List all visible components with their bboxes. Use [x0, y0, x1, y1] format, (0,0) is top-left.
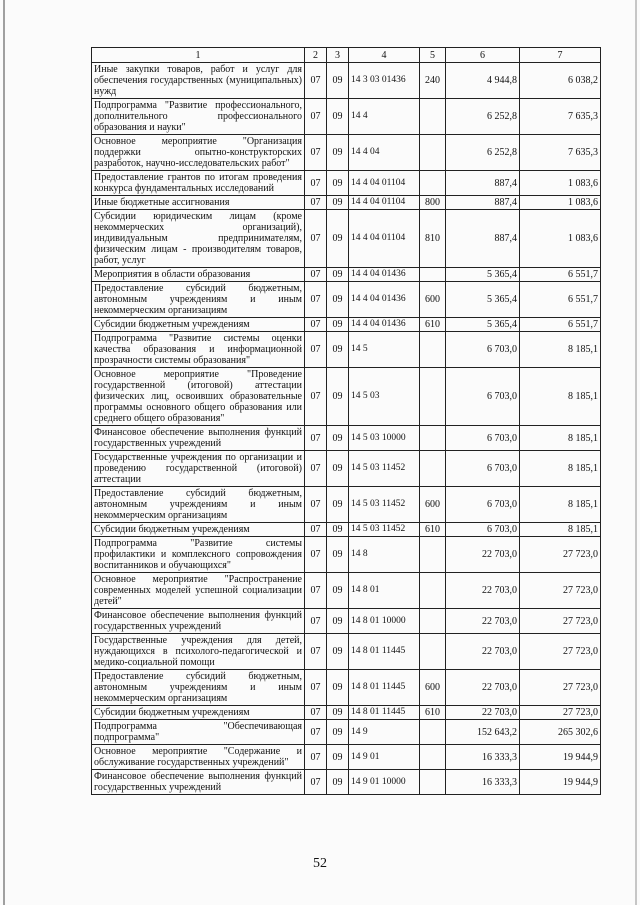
cell-section: 07 — [305, 171, 327, 196]
cell-expense-type — [420, 573, 446, 609]
cell-expense-type: 600 — [420, 487, 446, 523]
cell-amount-2: 8 185,1 — [520, 451, 601, 487]
header-col-2: 2 — [305, 48, 327, 63]
cell-subsection: 09 — [327, 487, 349, 523]
cell-expense-type: 610 — [420, 706, 446, 720]
cell-amount-1: 22 703,0 — [446, 537, 520, 573]
table-row — [92, 63, 601, 99]
cell-target-article: 14 5 03 11452 — [349, 523, 420, 537]
table-row — [92, 720, 601, 745]
header-col-5: 5 — [420, 48, 446, 63]
cell-name: Предоставление грантов по итогам проведения конкурса фундаментальных исследований — [92, 171, 305, 196]
cell-name: Подпрограмма "Развитие системы профилактики и комплексного сопровождения воспитанников и обучающихся" — [92, 537, 305, 573]
cell-expense-type: 610 — [420, 318, 446, 332]
cell-amount-1: 887,4 — [446, 196, 520, 210]
cell-target-article: 14 5 — [349, 332, 420, 368]
cell-subsection: 09 — [327, 368, 349, 426]
cell-name: Основное мероприятие "Организация поддержки опытно-конструкторских разработок, научно-исследовательских работ" — [92, 135, 305, 171]
cell-amount-1: 22 703,0 — [446, 670, 520, 706]
cell-section: 07 — [305, 268, 327, 282]
cell-target-article: 14 8 01 11445 — [349, 670, 420, 706]
cell-amount-2: 8 185,1 — [520, 368, 601, 426]
cell-amount-2: 7 635,3 — [520, 99, 601, 135]
cell-amount-1: 6 703,0 — [446, 523, 520, 537]
cell-section: 07 — [305, 770, 327, 795]
cell-target-article: 14 9 01 10000 — [349, 770, 420, 795]
cell-amount-1: 22 703,0 — [446, 706, 520, 720]
cell-amount-2: 27 723,0 — [520, 537, 601, 573]
table-row — [92, 523, 601, 537]
table-row — [92, 332, 601, 368]
header-col-6: 6 — [446, 48, 520, 63]
cell-expense-type: 600 — [420, 670, 446, 706]
cell-subsection: 09 — [327, 135, 349, 171]
cell-section: 07 — [305, 135, 327, 171]
table-row — [92, 487, 601, 523]
cell-amount-1: 6 252,8 — [446, 99, 520, 135]
cell-target-article: 14 4 04 01436 — [349, 282, 420, 318]
cell-subsection: 09 — [327, 670, 349, 706]
cell-subsection: 09 — [327, 318, 349, 332]
cell-amount-2: 8 185,1 — [520, 332, 601, 368]
cell-amount-1: 152 643,2 — [446, 720, 520, 745]
cell-subsection: 09 — [327, 63, 349, 99]
cell-subsection: 09 — [327, 720, 349, 745]
cell-name: Государственные учреждения по организации и проведению государственной (итоговой) аттестации — [92, 451, 305, 487]
cell-name: Субсидии бюджетным учреждениям — [92, 523, 305, 537]
cell-subsection: 09 — [327, 537, 349, 573]
cell-amount-2: 27 723,0 — [520, 670, 601, 706]
cell-name: Субсидии юридическим лицам (кроме некоммерческих организаций), индивидуальным предпринимателям, физическим лицам - производителям товаров, работ, услуг — [92, 210, 305, 268]
cell-amount-2: 27 723,0 — [520, 609, 601, 634]
cell-target-article: 14 3 03 01436 — [349, 63, 420, 99]
cell-amount-2: 1 083,6 — [520, 210, 601, 268]
table-row — [92, 770, 601, 795]
cell-target-article: 14 4 04 01436 — [349, 318, 420, 332]
cell-target-article: 14 9 01 — [349, 745, 420, 770]
cell-expense-type — [420, 332, 446, 368]
cell-amount-1: 887,4 — [446, 171, 520, 196]
cell-expense-type — [420, 99, 446, 135]
cell-target-article: 14 4 04 01104 — [349, 196, 420, 210]
table-row — [92, 670, 601, 706]
cell-target-article: 14 8 01 11445 — [349, 634, 420, 670]
table-row — [92, 210, 601, 268]
cell-amount-2: 19 944,9 — [520, 745, 601, 770]
cell-subsection: 09 — [327, 770, 349, 795]
cell-target-article: 14 5 03 11452 — [349, 451, 420, 487]
cell-name: Подпрограмма "Развитие системы оценки качества образования и информационной прозрачности системы образования" — [92, 332, 305, 368]
cell-expense-type: 610 — [420, 523, 446, 537]
cell-amount-2: 265 302,6 — [520, 720, 601, 745]
header-col-4: 4 — [349, 48, 420, 63]
table-row — [92, 537, 601, 573]
cell-expense-type — [420, 268, 446, 282]
cell-section: 07 — [305, 487, 327, 523]
cell-section: 07 — [305, 282, 327, 318]
cell-amount-2: 1 083,6 — [520, 171, 601, 196]
cell-section: 07 — [305, 537, 327, 573]
cell-subsection: 09 — [327, 332, 349, 368]
cell-subsection: 09 — [327, 451, 349, 487]
cell-subsection: 09 — [327, 706, 349, 720]
table-row — [92, 634, 601, 670]
table-body — [92, 63, 601, 795]
cell-target-article: 14 5 03 11452 — [349, 487, 420, 523]
table-row — [92, 609, 601, 634]
cell-name: Финансовое обеспечение выполнения функций государственных учреждений — [92, 770, 305, 795]
cell-expense-type — [420, 634, 446, 670]
cell-subsection: 09 — [327, 573, 349, 609]
cell-amount-2: 6 551,7 — [520, 282, 601, 318]
cell-section: 07 — [305, 609, 327, 634]
cell-section: 07 — [305, 706, 327, 720]
cell-subsection: 09 — [327, 634, 349, 670]
cell-subsection: 09 — [327, 426, 349, 451]
cell-subsection: 09 — [327, 523, 349, 537]
cell-expense-type — [420, 537, 446, 573]
cell-amount-1: 16 333,3 — [446, 770, 520, 795]
table-row — [92, 268, 601, 282]
cell-amount-2: 27 723,0 — [520, 634, 601, 670]
cell-amount-1: 22 703,0 — [446, 634, 520, 670]
cell-expense-type — [420, 451, 446, 487]
cell-subsection: 09 — [327, 745, 349, 770]
cell-target-article: 14 9 — [349, 720, 420, 745]
cell-section: 07 — [305, 670, 327, 706]
cell-name: Иные бюджетные ассигнования — [92, 196, 305, 210]
cell-target-article: 14 4 04 01104 — [349, 171, 420, 196]
cell-amount-1: 22 703,0 — [446, 609, 520, 634]
cell-name: Финансовое обеспечение выполнения функций государственных учреждений — [92, 609, 305, 634]
cell-amount-1: 6 703,0 — [446, 426, 520, 451]
cell-name: Предоставление субсидий бюджетным, автономным учреждениям и иным некоммерческим организациям — [92, 670, 305, 706]
cell-amount-1: 6 703,0 — [446, 487, 520, 523]
cell-section: 07 — [305, 63, 327, 99]
cell-target-article: 14 4 04 — [349, 135, 420, 171]
header-col-3: 3 — [327, 48, 349, 63]
cell-section: 07 — [305, 745, 327, 770]
table-row — [92, 196, 601, 210]
table-row — [92, 318, 601, 332]
cell-section: 07 — [305, 523, 327, 537]
cell-section: 07 — [305, 99, 327, 135]
cell-subsection: 09 — [327, 282, 349, 318]
cell-amount-2: 7 635,3 — [520, 135, 601, 171]
cell-amount-1: 887,4 — [446, 210, 520, 268]
header-col-7: 7 — [520, 48, 601, 63]
cell-name: Основное мероприятие "Проведение государственной (итоговой) аттестации физических лиц, освоивших образовательные программы основного общего образования или среднего общего образования" — [92, 368, 305, 426]
cell-amount-1: 5 365,4 — [446, 282, 520, 318]
table-row — [92, 426, 601, 451]
cell-amount-2: 6 551,7 — [520, 318, 601, 332]
cell-expense-type — [420, 171, 446, 196]
cell-expense-type: 800 — [420, 196, 446, 210]
cell-target-article: 14 8 — [349, 537, 420, 573]
cell-name: Предоставление субсидий бюджетным, автономным учреждениям и иным некоммерческим организациям — [92, 487, 305, 523]
cell-section: 07 — [305, 332, 327, 368]
cell-amount-2: 1 083,6 — [520, 196, 601, 210]
table-row — [92, 573, 601, 609]
cell-section: 07 — [305, 210, 327, 268]
cell-name: Иные закупки товаров, работ и услуг для обеспечения государственных (муниципальных) нужд — [92, 63, 305, 99]
cell-section: 07 — [305, 318, 327, 332]
cell-expense-type: 600 — [420, 282, 446, 318]
cell-subsection: 09 — [327, 210, 349, 268]
cell-expense-type — [420, 135, 446, 171]
table-row — [92, 282, 601, 318]
cell-section: 07 — [305, 573, 327, 609]
cell-amount-1: 5 365,4 — [446, 318, 520, 332]
cell-name: Мероприятия в области образования — [92, 268, 305, 282]
cell-target-article: 14 8 01 — [349, 573, 420, 609]
cell-name: Основное мероприятие "Распространение современных моделей успешной социализации детей" — [92, 573, 305, 609]
cell-amount-1: 16 333,3 — [446, 745, 520, 770]
table-row — [92, 171, 601, 196]
cell-expense-type: 240 — [420, 63, 446, 99]
table-row — [92, 451, 601, 487]
cell-target-article: 14 8 01 10000 — [349, 609, 420, 634]
table-row — [92, 745, 601, 770]
header-col-1: 1 — [92, 48, 305, 63]
cell-expense-type — [420, 609, 446, 634]
cell-amount-1: 6 703,0 — [446, 451, 520, 487]
cell-target-article: 14 4 04 01436 — [349, 268, 420, 282]
scan-edge-left — [3, 0, 5, 905]
cell-expense-type — [420, 720, 446, 745]
cell-section: 07 — [305, 368, 327, 426]
cell-subsection: 09 — [327, 268, 349, 282]
cell-amount-2: 8 185,1 — [520, 426, 601, 451]
cell-amount-1: 6 252,8 — [446, 135, 520, 171]
cell-amount-1: 6 703,0 — [446, 368, 520, 426]
cell-name: Субсидии бюджетным учреждениям — [92, 706, 305, 720]
cell-amount-1: 6 703,0 — [446, 332, 520, 368]
cell-subsection: 09 — [327, 99, 349, 135]
cell-section: 07 — [305, 451, 327, 487]
table-header-row — [92, 48, 601, 63]
scan-edge-right — [635, 0, 637, 905]
cell-name: Основное мероприятие "Содержание и обслуживание государственных учреждений" — [92, 745, 305, 770]
cell-expense-type — [420, 770, 446, 795]
cell-name: Субсидии бюджетным учреждениям — [92, 318, 305, 332]
cell-section: 07 — [305, 634, 327, 670]
cell-expense-type — [420, 745, 446, 770]
cell-target-article: 14 5 03 — [349, 368, 420, 426]
cell-section: 07 — [305, 426, 327, 451]
cell-expense-type — [420, 368, 446, 426]
table-row — [92, 99, 601, 135]
table-row — [92, 368, 601, 426]
cell-name: Предоставление субсидий бюджетным, автономным учреждениям и иным некоммерческим организациям — [92, 282, 305, 318]
cell-name: Подпрограмма "Развитие профессионального, дополнительного профессионального образования и науки" — [92, 99, 305, 135]
cell-name: Подпрограмма "Обеспечивающая подпрограмма" — [92, 720, 305, 745]
cell-name: Финансовое обеспечение выполнения функций государственных учреждений — [92, 426, 305, 451]
cell-expense-type: 810 — [420, 210, 446, 268]
cell-amount-2: 6 038,2 — [520, 63, 601, 99]
budget-table — [91, 47, 601, 795]
cell-subsection: 09 — [327, 171, 349, 196]
cell-amount-2: 8 185,1 — [520, 487, 601, 523]
cell-amount-1: 4 944,8 — [446, 63, 520, 99]
cell-target-article: 14 4 04 01104 — [349, 210, 420, 268]
page-number: 52 — [313, 856, 327, 871]
cell-amount-1: 22 703,0 — [446, 573, 520, 609]
cell-name: Государственные учреждения для детей, нуждающихся в психолого-педагогической и медико-социальной помощи — [92, 634, 305, 670]
cell-target-article: 14 5 03 10000 — [349, 426, 420, 451]
cell-amount-2: 6 551,7 — [520, 268, 601, 282]
cell-target-article: 14 8 01 11445 — [349, 706, 420, 720]
cell-amount-2: 19 944,9 — [520, 770, 601, 795]
table-row — [92, 135, 601, 171]
cell-expense-type — [420, 426, 446, 451]
cell-section: 07 — [305, 196, 327, 210]
cell-subsection: 09 — [327, 609, 349, 634]
cell-subsection: 09 — [327, 196, 349, 210]
cell-amount-2: 27 723,0 — [520, 573, 601, 609]
cell-target-article: 14 4 — [349, 99, 420, 135]
cell-amount-1: 5 365,4 — [446, 268, 520, 282]
table-row — [92, 706, 601, 720]
cell-amount-2: 8 185,1 — [520, 523, 601, 537]
cell-section: 07 — [305, 720, 327, 745]
cell-amount-2: 27 723,0 — [520, 706, 601, 720]
